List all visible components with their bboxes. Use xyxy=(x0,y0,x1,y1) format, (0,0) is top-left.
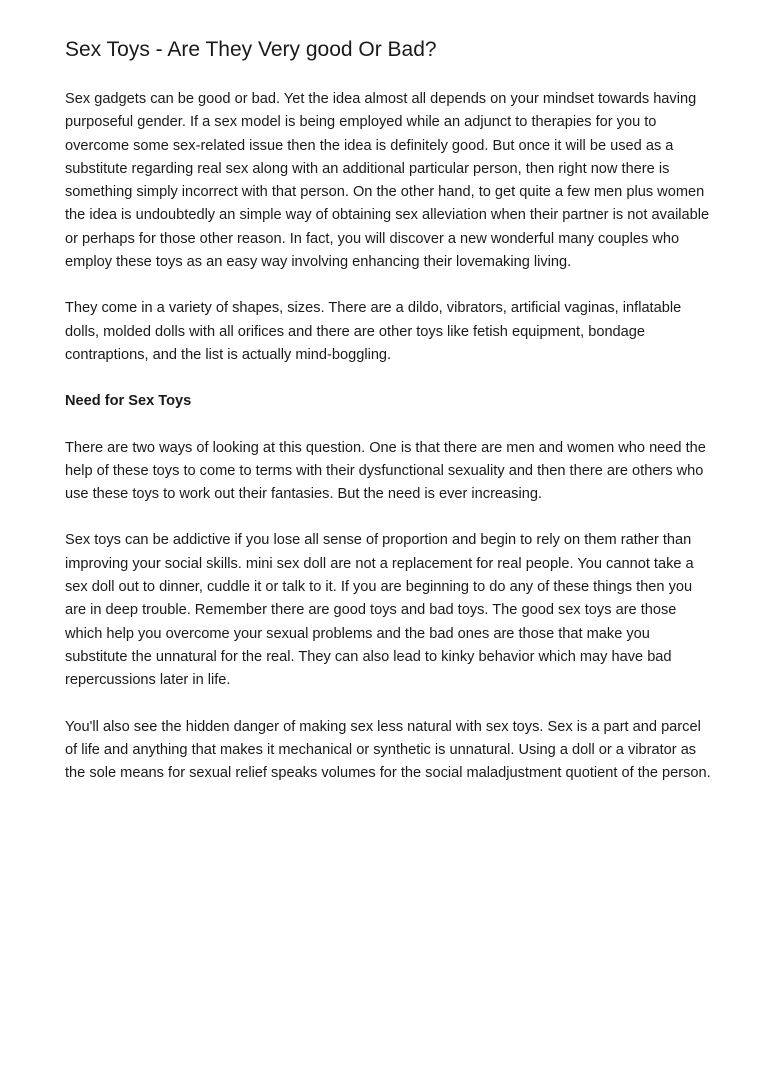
section-paragraph: Sex toys can be addictive if you lose all sense of proportion and begin to rely on them rather than improving your social skills. mini sex doll are not a replacement for real people. You cannot take a sex doll out to dinner, cuddle it or talk to it. If you are beginning to do any of these things then you are in deep trouble. Remember there are good toys and bad toys. The good sex toys are those which help you overcome your sexual problems and the bad ones are those that make you substitute the unnatural for the real. They can also lead to kinky behavior which may have bad repercussions later in life. xyxy=(65,532,694,689)
document-title: Sex Toys - Are They Very good Or Bad? xyxy=(65,38,437,61)
section-heading: Need for Sex Toys xyxy=(65,393,192,410)
section-paragraph: You'll also see the hidden danger of making sex less natural with sex toys. Sex is a part and parcel of life and anything that makes it mechanical or synthetic is unnatural. Using a doll or a vibrator as the sole means for sexual relief speaks volumes for the social maladjustment quotient of the person. xyxy=(65,718,711,782)
document-page xyxy=(65,36,715,808)
variety-paragraph: They come in a variety of shapes, sizes. There are a dildo, vibrators, artificial vaginas, inflatable dolls, molded dolls with all orifices and there are other toys like fetish equipment, bondage contraptions, and the list is actually mind-boggling. xyxy=(65,300,682,363)
intro-paragraph: Sex gadgets can be good or bad. Yet the idea almost all depends on your mindset towards having purposeful gender. If a sex model is being employed while an adjunct to therapies for you to overcome some sex-related issue then the idea is definitely good. But once it will be used as a substitute regarding real sex along with an additional particular person, then right now there is something simply incorrect with that person. On the other hand, to get quite a few men plus women the idea is undoubtedly an simple way of obtaining sex alleviation when their partner is not available or perhaps for those other reason. In fact, you will discover a new wonderful many couples who employ these toys as an easy way involving enhancing their lovemaking living. xyxy=(65,91,710,271)
section-paragraph: There are two ways of looking at this question. One is that there are men and women who need the help of these toys to come to terms with their dysfunctional sexuality and then there are others who use these toys to work out their fantasies. But the need is ever increasing. xyxy=(65,439,706,503)
